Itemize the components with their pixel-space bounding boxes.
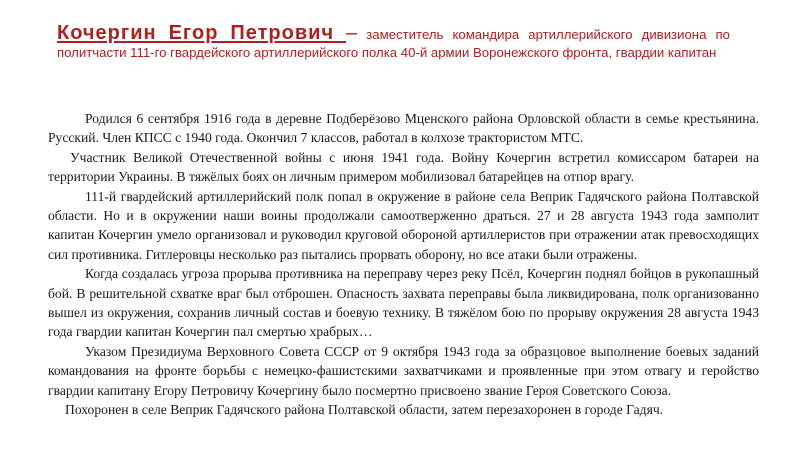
- title-dash: –: [346, 22, 358, 44]
- header-title: [57, 24, 730, 62]
- biography-text: [48, 109, 759, 420]
- paragraph-war-start: Участник Великой Отечественной войны с июня 1941 года. Войну Кочергин встретил комиссаром батареи на территории Украины. В тяжёлых боях он личным примером мобилизовал батарейцев на отпор врагу.: [48, 149, 759, 185]
- paragraph-burial: Похоронен в селе Веприк Гадячского района Полтавской области, затем перезахоронен в городе Гадяч.: [65, 402, 664, 418]
- hero-name: Кочергин Егор Петрович: [57, 22, 347, 44]
- hero-position: заместитель командира артиллерийского дивизиона по политчасти 111-го гвардейского артиллерийского полка 40-й армии Воронежского фронта, гвардии капитан: [57, 27, 730, 60]
- paragraph-award: Указом Президиума Верховного Совета СССР от 9 октября 1943 года за образцовое выполнение боевых заданий командования на фронте борьбы с немецко-фашистскими захватчиками и проявленные при этом отвагу и геройство гвардии капитану Егору Петровичу Кочергину было посмертно присвоено звание Героя Советского Союза.: [48, 343, 759, 398]
- paragraph-crossing: Когда создалась угроза прорыва противника на переправу через реку Псёл, Кочергин поднял бойцов в рукопашный бой. В решительной схватке враг был отброшен. Опасность захвата переправы была ликвидирована, полк организованно вышел из окружения, сохранив личный состав и боевую технику. В тяжёлом бою по прорыву окружения 28 августа 1943 года гвардии капитан Кочергин пал смертью храбрых…: [48, 266, 759, 340]
- paragraph-birth: Родился 6 сентября 1916 года в деревне Подберёзово Мценского района Орловской области в семье крестьянина. Русский. Член КПСС с 1940 года. Окончил 7 классов, работал в колхозе трактористом МТС.: [48, 111, 759, 146]
- paragraph-encirclement: 111-й гвардейский артиллерийский полк попал в окружение в районе села Веприк Гадячского района Полтавской области. Но и в окружении наши воины продолжали самоотверженно драться. 27 и 28 августа 1943 года замполит капитан Кочергин умело организовал и руководил круговой обороной артиллеристов при отражении атак превосходящих сил противника. Гитлеровцы несколько раз пытались прорвать оборону, но все атаки были отражены.: [48, 188, 759, 262]
